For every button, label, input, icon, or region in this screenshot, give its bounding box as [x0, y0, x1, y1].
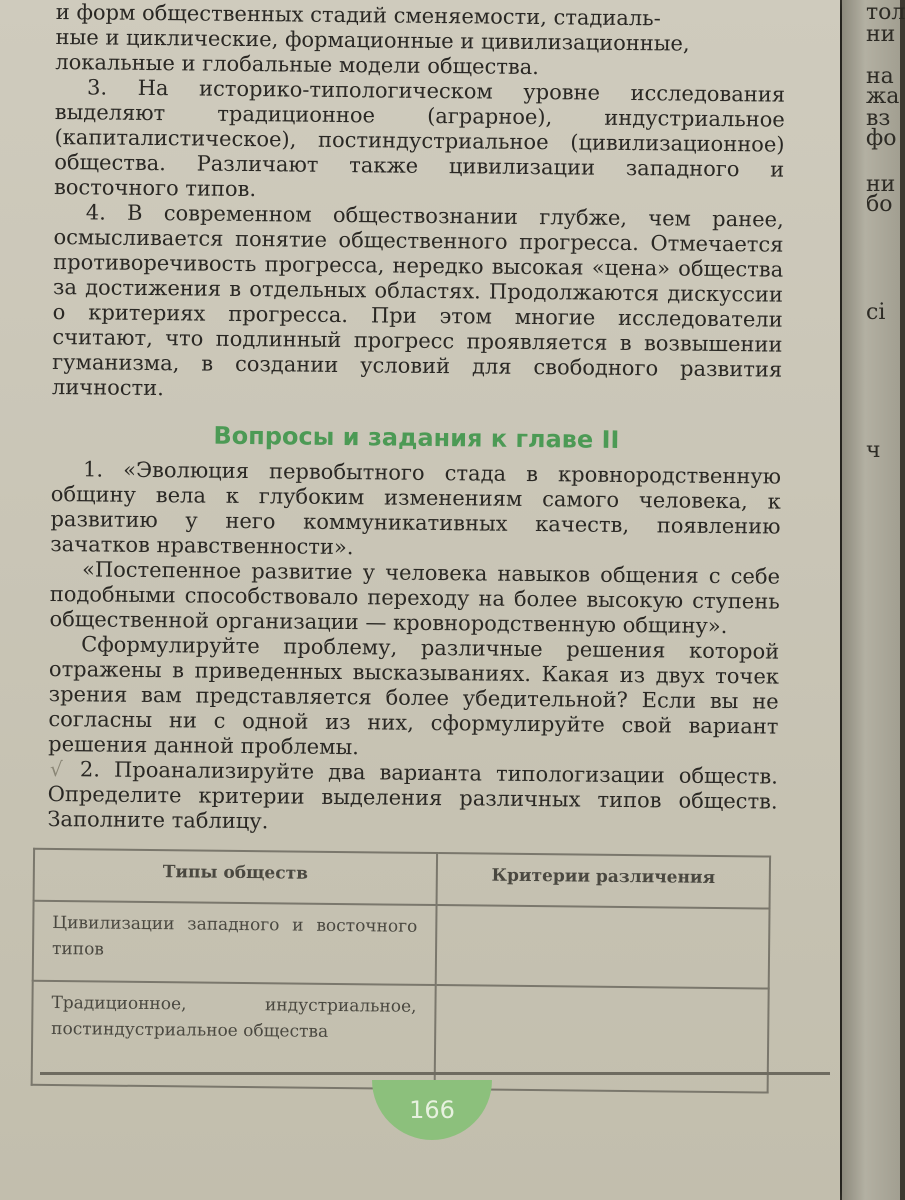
section-heading: Вопросы и задания к главе II [213, 421, 620, 454]
task-1-quote-1: 1. «Эволюция первобытного стада в кровнородственную общину вела к глубоким изменениям самого человека, к развитию у него коммуникативных качеств, появлению зачатков нравственности». [50, 457, 782, 560]
next-page-fragment: сі [866, 300, 886, 325]
check-mark: √ [49, 756, 63, 782]
intro-line-2: ные и циклические, формационные и цивилизационные, [55, 24, 690, 56]
table-header-criteria: Критерии различения [437, 853, 771, 908]
task-1-quote-2: «Постепенное развитие у человека навыков общения с себе подобными способствовало переходу на более высокую ступень общественной организации — кровнородственную общину». [49, 557, 781, 639]
table-row [33, 901, 770, 989]
intro-line-1: и форм общественных стадий сменяемости, стадиаль- [55, 0, 661, 31]
page-content [45, 0, 786, 1094]
table-row [32, 981, 769, 1093]
next-page-fragment: бо [866, 192, 893, 217]
next-page-fragment: тол [866, 0, 905, 25]
intro-line-3: локальные и глобальные модели общества. [55, 49, 540, 80]
next-page-fragment: ни [866, 172, 896, 197]
summary-point-3: 3. На историко-типологическом уровне исследования выделяют традиционное (аграрное), индустриальное (капиталистическое), постиндустриальное (цивилизационное) общества. Различают также цивилизации западного и восточного типов. [53, 75, 786, 202]
table-cell-type: Цивилизации западного и восточного типов [33, 901, 437, 985]
task-2-text: 2. Проанализируйте два варианта типологизации обществ. Определите критерии выделения различных типов обществ. Заполните таблицу. [47, 757, 779, 834]
table-header-types: Типы обществ [34, 849, 438, 905]
table-header-row [34, 849, 771, 909]
summary-point-4: 4. В современном обществознании глубже, чем ранее, осмысливается понятие общественного прогресса. Отмечается противоречивость прогресса, нередко высокая «цена» общества за достижения в отдельных областях. Продолжаются дискуссии о критериях прогресса. При этом многие исследователи считают, что подлинный прогресс проявляется в возвышении гуманизма, в создании условий для свободного развития личности. [51, 200, 784, 401]
footer-rule [40, 1072, 830, 1075]
table-cell-criteria[interactable] [436, 905, 770, 988]
task-1-instruction: Сформулируйте проблему, различные решения которой отражены в приведенных высказываниях. Какая из двух точек зрения вам представляется более убедительной? Если вы не согласны ни с одной из них, сформулируйте свой вариант решения данной проблемы. [48, 632, 780, 760]
table-cell-criteria[interactable] [435, 985, 769, 1092]
adjacent-page-edge [842, 0, 905, 1200]
next-page-fragment: вз [866, 106, 891, 131]
page-number: 166 [372, 1080, 492, 1140]
society-types-table [31, 848, 771, 1094]
next-page-fragment: фо [866, 126, 897, 151]
next-page-fragment: ч [866, 438, 881, 463]
next-page-fragment: ни [866, 22, 896, 47]
next-page-fragment: на [866, 64, 894, 89]
table-cell-type: Традиционное, индустриальное, постиндустриальное общества [32, 981, 436, 1089]
next-page-fragment: жа [866, 84, 900, 109]
